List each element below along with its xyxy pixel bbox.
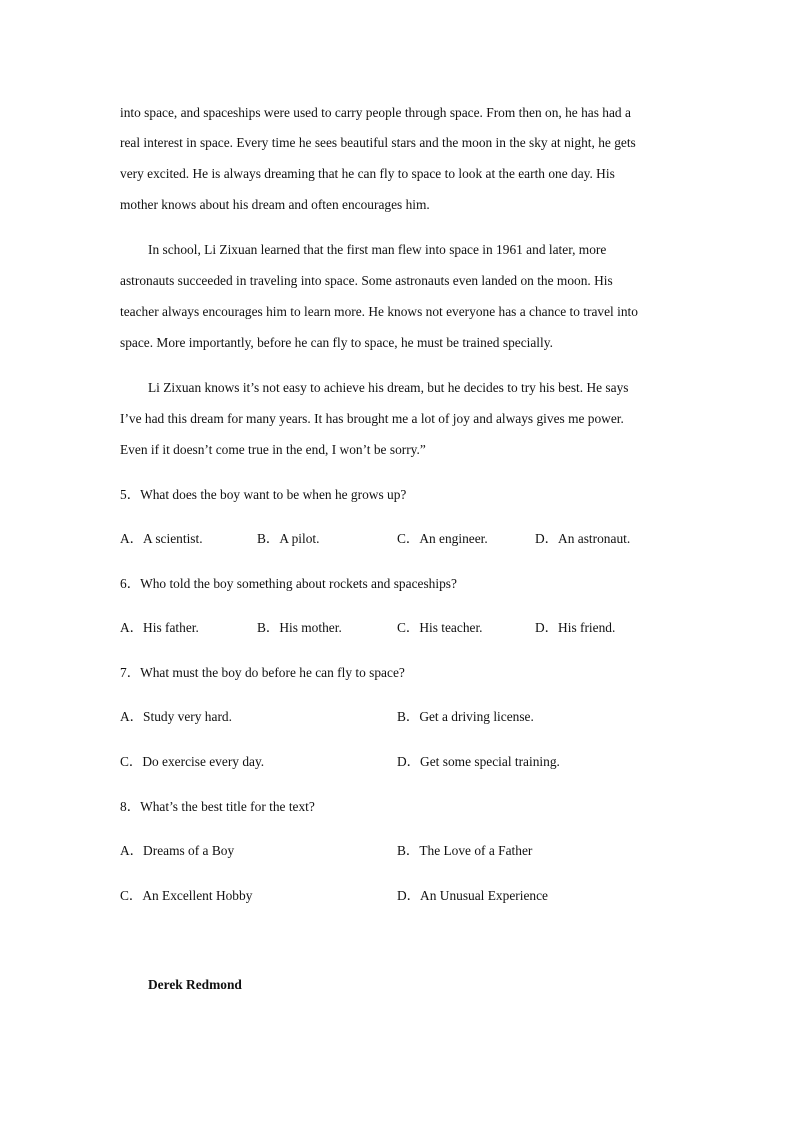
option-a: A．Study very hard. (120, 709, 232, 724)
passage-line: into space, and spaceships were used to carry people through space. From then on, he has had a (120, 105, 631, 120)
passage-line: Even if it doesn’t come true in the end, I won’t be sorry.” (120, 442, 426, 457)
question-stem: 8．What’s the best title for the text? (120, 799, 315, 814)
section-heading: Derek Redmond (148, 977, 242, 992)
passage-line: In school, Li Zixuan learned that the first man flew into space in 1961 and later, more (148, 242, 607, 257)
question-stem: 5．What does the boy want to be when he grows up? (120, 487, 407, 502)
option-a: A．His father. (120, 620, 199, 635)
passage-line: Li Zixuan knows it’s not easy to achieve his dream, but he decides to try his best. He says (148, 380, 629, 395)
passage-line: space. More importantly, before he can fly to space, he must be trained specially. (120, 335, 553, 350)
option-d: D．His friend. (535, 620, 616, 635)
option-b: B．Get a driving license. (397, 709, 534, 724)
passage-line: teacher always encourages him to learn more. He knows not everyone has a chance to travel into (120, 304, 638, 319)
passage-line: astronauts succeeded in traveling into space. Some astronauts even landed on the moon. His (120, 273, 613, 288)
passage-line: I’ve had this dream for many years. It has brought me a lot of joy and always gives me power. (120, 411, 624, 426)
option-c: C．His teacher. (397, 620, 483, 635)
option-b: B．His mother. (257, 620, 342, 635)
option-d: D．An astronaut. (535, 531, 631, 546)
option-a: A．Dreams of a Boy (120, 843, 235, 858)
option-c: C．An engineer. (397, 531, 488, 546)
question-stem: 7．What must the boy do before he can fly to space? (120, 665, 405, 680)
passage-line: very excited. He is always dreaming that he can fly to space to look at the earth one day. His (120, 166, 615, 181)
option-c: C．Do exercise every day. (120, 754, 265, 769)
passage-line: mother knows about his dream and often encourages him. (120, 197, 430, 212)
option-b: B．A pilot. (257, 531, 320, 546)
option-d: D．An Unusual Experience (397, 888, 548, 903)
passage-line: real interest in space. Every time he sees beautiful stars and the moon in the sky at night, he gets (120, 135, 636, 150)
option-c: C．An Excellent Hobby (120, 888, 253, 903)
option-b: B．The Love of a Father (397, 843, 533, 858)
option-d: D．Get some special training. (397, 754, 560, 769)
question-stem: 6．Who told the boy something about rockets and spaceships? (120, 576, 457, 591)
option-a: A．A scientist. (120, 531, 203, 546)
